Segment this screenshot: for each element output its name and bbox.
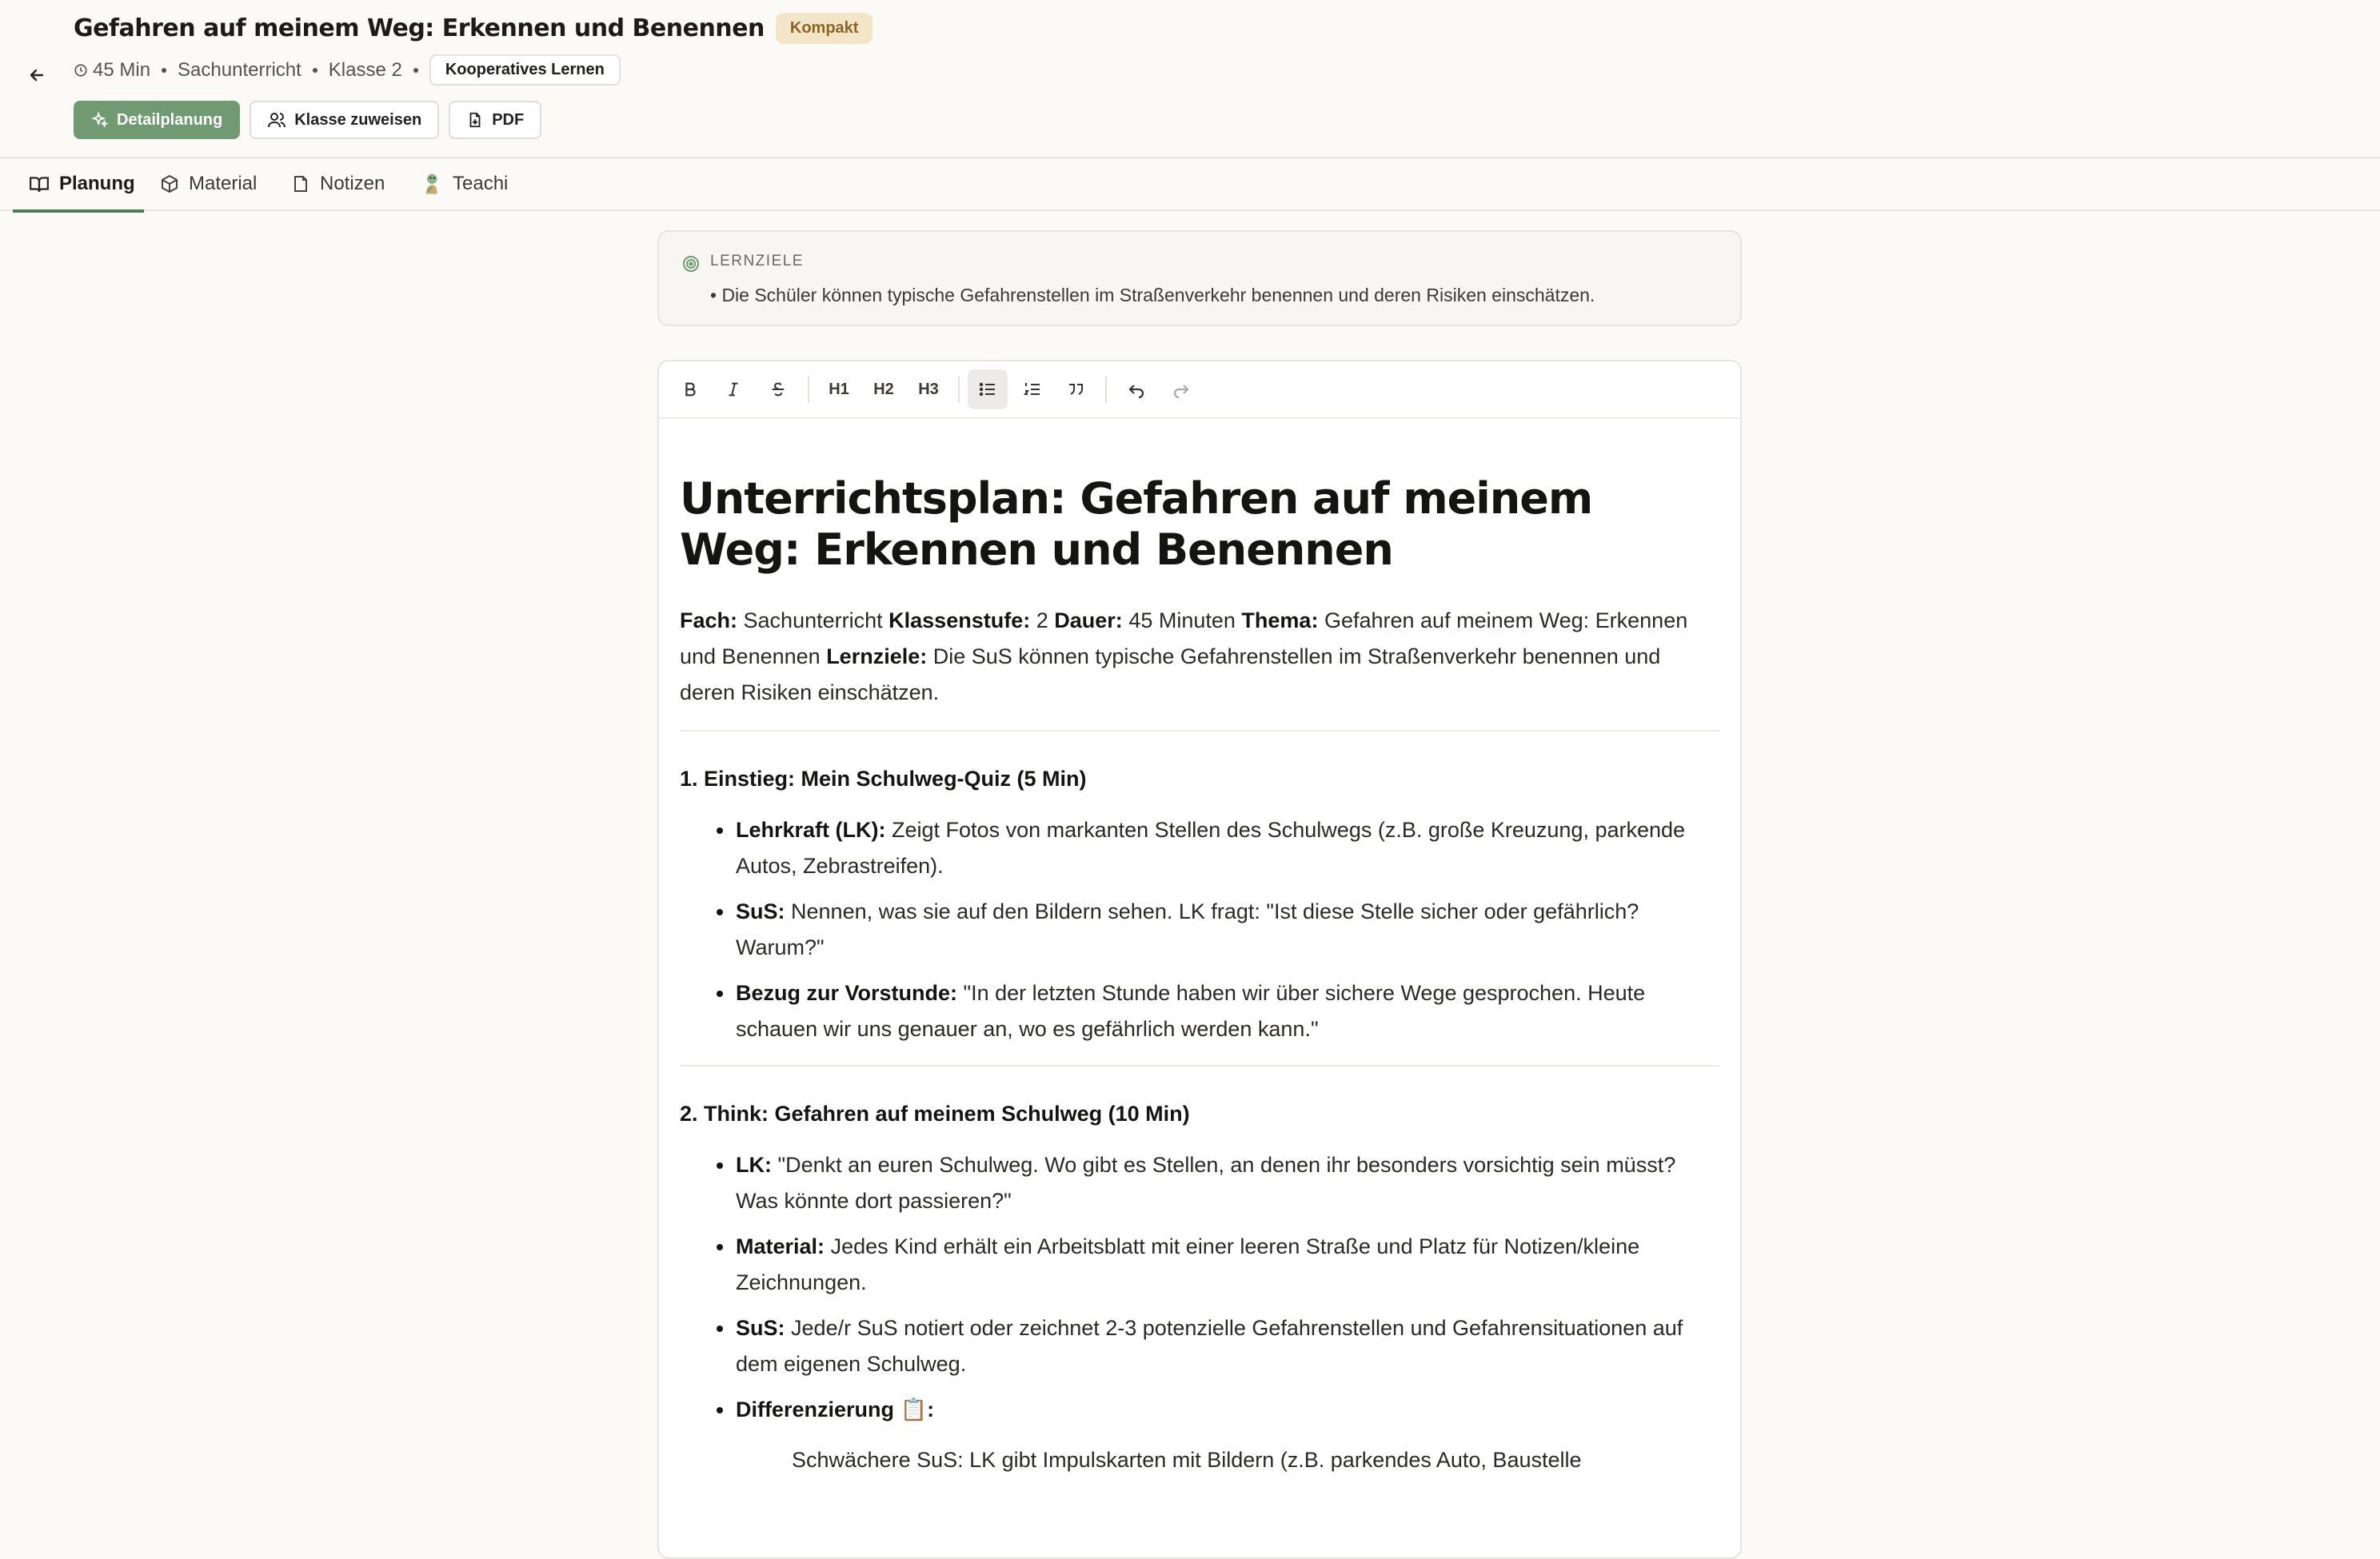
italic-button[interactable] (713, 369, 753, 409)
list-item (736, 812, 1719, 884)
duration-text: 45 Min (93, 58, 151, 81)
list-item-label: SuS: (736, 899, 785, 923)
separator-dot (313, 68, 317, 73)
list-item (736, 1310, 1719, 1382)
document-content[interactable] (680, 473, 1719, 1478)
undo-button[interactable] (1116, 369, 1156, 409)
quote-button[interactable] (1056, 369, 1096, 409)
detail-planning-button[interactable] (74, 101, 240, 139)
redo-icon (1172, 380, 1191, 399)
meta-row (74, 54, 621, 86)
assign-class-label: Klasse zuweisen (294, 110, 422, 129)
tab-teachi-label: Teachi (453, 173, 509, 194)
tab-material-label: Material (189, 173, 258, 194)
heading2-label: H2 (873, 380, 894, 398)
detail-planning-label: Detailplanung (117, 110, 223, 129)
strikethrough-button[interactable] (758, 369, 798, 409)
heading3-button[interactable] (908, 369, 948, 409)
heading2-button[interactable] (864, 369, 904, 409)
tab-notizen[interactable] (291, 158, 385, 209)
quote-icon (1066, 380, 1085, 399)
fach-label: Fach: (680, 608, 738, 632)
clock-icon (74, 63, 88, 78)
learning-goal-item: • Die Schüler können typische Gefahrenstellen im Straßenverkehr benennen und deren Risiken einschätzen. (710, 285, 1595, 305)
list-item-text: Nennen, was sie auf den Bildern sehen. LK fragt: "Ist diese Stelle sicher oder gefährlich? Warum?" (736, 899, 1639, 959)
ordered-list-icon (1023, 380, 1042, 399)
tab-notizen-label: Notizen (320, 173, 385, 194)
sparkles-icon (91, 111, 109, 129)
title-row (74, 13, 873, 44)
kompakt-badge: Kompakt (776, 13, 873, 44)
separator-dot (413, 68, 418, 73)
horizontal-rule (680, 730, 1719, 732)
lesson-overview (680, 603, 1719, 711)
toolbar-divider (808, 376, 809, 403)
arrow-left-icon (27, 66, 46, 85)
note-icon (291, 174, 310, 193)
list-item-label: Differenzierung 📋: (736, 1398, 935, 1421)
list-item-label: Lehrkraft (LK): (736, 818, 886, 842)
thema-label: Thema: (1241, 608, 1319, 632)
pdf-button[interactable] (449, 101, 541, 139)
list-item-label: SuS: (736, 1316, 785, 1340)
assign-class-button[interactable] (250, 101, 439, 139)
tab-bar (0, 158, 2380, 211)
stufe-label: Klassenstufe: (889, 608, 1031, 632)
bold-icon (681, 381, 699, 398)
tab-material[interactable] (160, 158, 257, 209)
sub-list-item: Schwächere SuS: LK gibt Impulskarten mit Bildern (z.B. parkendes Auto, Baustelle (792, 1448, 1582, 1472)
heading3-label: H3 (918, 380, 939, 398)
learning-goals-card (657, 230, 1742, 326)
thema-value: Gefahren auf meinem Weg: Erkennen und Benennen (680, 608, 1688, 668)
heading1-label: H1 (829, 380, 849, 398)
ziele-label: Lernziele: (826, 644, 928, 668)
package-icon (160, 174, 179, 193)
separator-dot (162, 68, 166, 73)
users-icon (267, 110, 286, 130)
toolbar-divider (1105, 376, 1107, 403)
action-buttons (74, 101, 541, 139)
bullet-list-button[interactable] (968, 369, 1008, 409)
redo-button[interactable] (1161, 369, 1201, 409)
list-item-text: "In der letzten Stunde haben wir über sichere Wege gesprochen. Heute schauen wir uns genauer an, wo es gefährlich werden kann." (736, 981, 1646, 1041)
stufe-value: 2 (1036, 608, 1048, 632)
list-item (736, 975, 1719, 1047)
target-icon (681, 254, 701, 273)
learning-goals-heading: LERNZIELE (710, 253, 804, 269)
bold-button[interactable] (670, 369, 710, 409)
ordered-list-button[interactable] (1012, 369, 1052, 409)
tab-teachi[interactable] (419, 158, 508, 209)
list-item-label: LK: (736, 1153, 772, 1177)
list-item (736, 894, 1719, 966)
section-1-list (680, 812, 1719, 1047)
list-item-text: "Denkt an euren Schulweg. Wo gibt es Stellen, an denen ihr besonders vorsichtig sein müsst? Was könnte dort passieren?" (736, 1153, 1676, 1213)
pdf-label: PDF (492, 110, 525, 129)
page-title: Gefahren auf meinem Weg: Erkennen und Benennen (74, 14, 765, 42)
list-item-label: Material: (736, 1234, 825, 1258)
section-2-list (680, 1147, 1719, 1428)
italic-icon (725, 381, 742, 398)
lesson-editor (657, 360, 1742, 1559)
section-1-title: 1. Einstieg: Mein Schulweg-Quiz (5 Min) (680, 767, 1087, 791)
undo-icon (1127, 380, 1146, 399)
tab-planung-label: Planung (59, 173, 135, 194)
editor-toolbar (659, 361, 1740, 419)
fach-value: Sachunterricht (743, 608, 883, 632)
back-button[interactable] (24, 62, 50, 88)
list-item-text: Zeigt Fotos von markanten Stellen des Schulwegs (z.B. große Kreuzung, parkende Autos, Zebrastreifen). (736, 818, 1686, 878)
list-item-text: Jedes Kind erhält ein Arbeitsblatt mit einer leeren Straße und Platz für Notizen/kleine Zeichnungen. (736, 1234, 1640, 1294)
dauer-value: 45 Minuten (1128, 608, 1236, 632)
ziele-value: Die SuS können typische Gefahrenstellen im Straßenverkehr benennen und deren Risiken einschätzen. (680, 644, 1661, 704)
heading1-button[interactable] (819, 369, 859, 409)
list-item-text: Jede/r SuS notiert oder zeichnet 2-3 potenzielle Gefahrenstellen und Gefahrensituationen auf dem eigenen Schulweg. (736, 1316, 1683, 1376)
dauer-label: Dauer: (1054, 608, 1123, 632)
list-item (736, 1392, 1719, 1428)
document-title: Unterrichtsplan: Gefahren auf meinem Weg: Erkennen und Benennen (680, 473, 1593, 575)
strikethrough-icon (769, 381, 787, 398)
section-2-title: 2. Think: Gefahren auf meinem Schulweg (10 Min) (680, 1102, 1190, 1126)
list-item (736, 1229, 1719, 1301)
teachi-avatar-icon (419, 172, 443, 196)
book-open-icon (29, 173, 50, 194)
list-item (736, 1147, 1719, 1219)
duration (74, 59, 150, 82)
horizontal-rule (680, 1065, 1719, 1067)
bullet-list-icon (978, 380, 997, 399)
file-download-icon (466, 111, 484, 129)
method-pill: Kooperatives Lernen (429, 54, 621, 86)
list-item-label: Bezug zur Vorstunde: (736, 981, 958, 1005)
subject: Sachunterricht (178, 58, 301, 81)
tab-planung[interactable] (29, 158, 135, 209)
active-tab-indicator (13, 209, 144, 213)
page-header (0, 0, 2380, 158)
grade: Klasse 2 (328, 58, 402, 81)
toolbar-divider (958, 376, 960, 403)
